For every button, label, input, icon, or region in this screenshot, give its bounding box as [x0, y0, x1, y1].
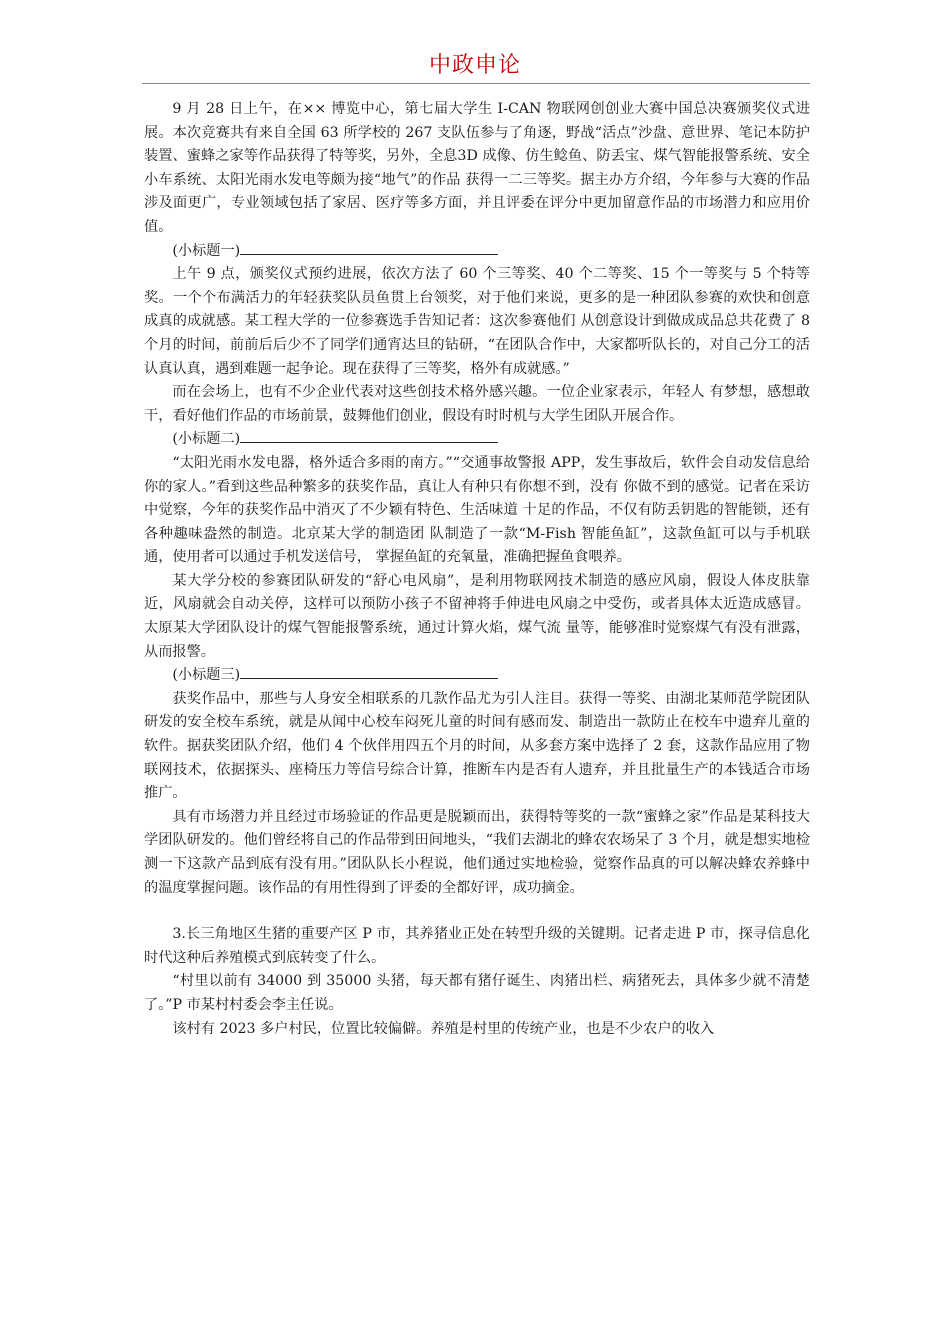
paragraph: “村里以前有 34000 到 35000 头猪，每天都有猪仔诞生、肉猪出栏、病猪死去，具体多少就不清楚了。”P 市某村村委会李主任说。: [144, 973, 810, 1013]
paragraph: 上午 9 点，颁奖仪式预约进展，依次方法了 60 个三等奖、40 个二等奖、15 个一等奖与 5 个特等奖。一个个布满活力的年轻获奖队员鱼贯上台领奖，对于他们来说，更多的是一种团队参赛的欢快和创意成真的成就感。某工程大学的一位参赛选手告知记者：这次参赛他们 从创意设计到做成成品总共花费了 8 个月的时间，前前后后少不了同学们通宵达旦的钻研，“在团队合作中，大家都听队长的，对自己分工的活认真认真，遇到难题一起争论。现在获得了三等奖，格外有成就感。”: [144, 266, 810, 377]
header-divider: [142, 83, 810, 84]
paragraph: 某大学分校的参赛团队研发的“舒心电风扇”，是利用物联网技术制造的感应风扇，假设人体皮肤靠近，风扇就会自动关停，这样可以预防小孩子不留神将手伸进电风扇之中受伤，或者具体太近造成感冒。太原某大学团队设计的煤气智能报警系统，通过计算火焰，煤气流 量等，能够准时觉察煤气有没有泄露，从而报警。: [144, 572, 810, 660]
subheading-placeholder: [144, 428, 810, 452]
page-header-title: 中政申论: [428, 53, 521, 78]
subheading-label: (小标题一): [172, 242, 241, 259]
subheading-label: (小标题三): [172, 667, 241, 684]
fill-in-line: [240, 664, 498, 679]
subheading-label: (小标题二): [172, 431, 241, 448]
fill-in-line: [240, 240, 498, 255]
subheading-placeholder: [144, 240, 810, 264]
paragraph: 该村有 2023 多户村民，位置比较偏僻。养殖是村里的传统产业，也是不少农户的收入: [172, 1020, 715, 1037]
paragraph: 3.长三角地区生猪的重要产区 P 市，其养猪业正处在转型升级的关键期。记者走进 P 市，探寻信息化时代这种后养殖模式到底转变了什么。: [144, 926, 810, 966]
article-body: [144, 98, 810, 1041]
paragraph: 获奖作品中，那些与人身安全相联系的几款作品尤为引人注目。获得一等奖、由湖北某师范学院团队研发的安全校车系统，就是从闻中心校车闷死儿童的时间有感而发、制造出一款防止在校车中遗弃儿童的软件。据获奖团队介绍，他们 4 个伙伴用四五个月的时间，从多套方案中选择了 2 套，这款作品应用了物联网技术，依据探头、座椅压力等信号综合计算，推断车内是否有人遗弃，并且批量生产的本钱适合市场推广。: [144, 690, 810, 802]
fill-in-line: [240, 428, 498, 443]
subheading-placeholder: [144, 664, 810, 688]
paragraph: 而在会场上，也有不少企业代表对这些创技术格外感兴趣。一位企业家表示，年轻人 有梦想，感想敢干，看好他们作品的市场前景，鼓舞他们创业，假设有时时机与大学生团队开展合作。: [144, 384, 810, 424]
paragraph: 具有市场潜力并且经过市场验证的作品更是脱颖而出，获得特等奖的一款“蜜蜂之家”作品是某科技大学团队研发的。他们曾经将自己的作品带到田间地头，“我们去湖北的蜂农农场呆了 3 个月，就是想实地检测一下这款产品到底有没有用。”团队队长小程说，他们通过实地检验，觉察作品真的可以解决蜂农养蜂中的温度掌握问题。该作品的有用性得到了评委的全都好评，成功摘金。: [144, 808, 810, 896]
paragraph: “太阳光雨水发电器，格外适合多雨的南方。”“交通事故警报 APP，发生事故后，软件会自动发信息给你的家人。”看到这些品种繁多的获奖作品，真让人有种只有你想不到，没有 你做不到的感觉。记者在采访中觉察，今年的获奖作品中消灭了不少颖有特色、生活味道 十足的作品，不仅有防丢钥匙的智能锁，还有各种趣味盎然的制造。北京某大学的制造团 队制造了一款“M-Fish 智能鱼缸”，这款鱼缸可以与手机联通，使用者可以通过手机发送信号， 掌握鱼缸的充氧量，准确把握鱼食喂养。: [144, 454, 810, 566]
section-gap: [144, 900, 810, 923]
paragraph: 9 月 28 日上午，在×× 博览中心，第七届大学生 I-CAN 物联网创创业大赛中国总决赛颁奖仪式进展。本次竞赛共有来自全国 63 所学校的 267 支队伍参与了角逐，野战“活点”沙盘、意世界、笔记本防护装置、蜜蜂之家等作品获得了特等奖，另外，全息3D 成像、仿生鲶鱼、防丢宝、煤气智能报警系统、安全小车系统、太阳光雨水发电等颇为接“地气”的作品 获得一二三等奖。据主办方介绍，今年参与大赛的作品涉及面更广，专业领域包括了家居、医疗等多方面，并且评委在评分中更加留意作品的市场潜力和应用价值。: [144, 101, 810, 235]
